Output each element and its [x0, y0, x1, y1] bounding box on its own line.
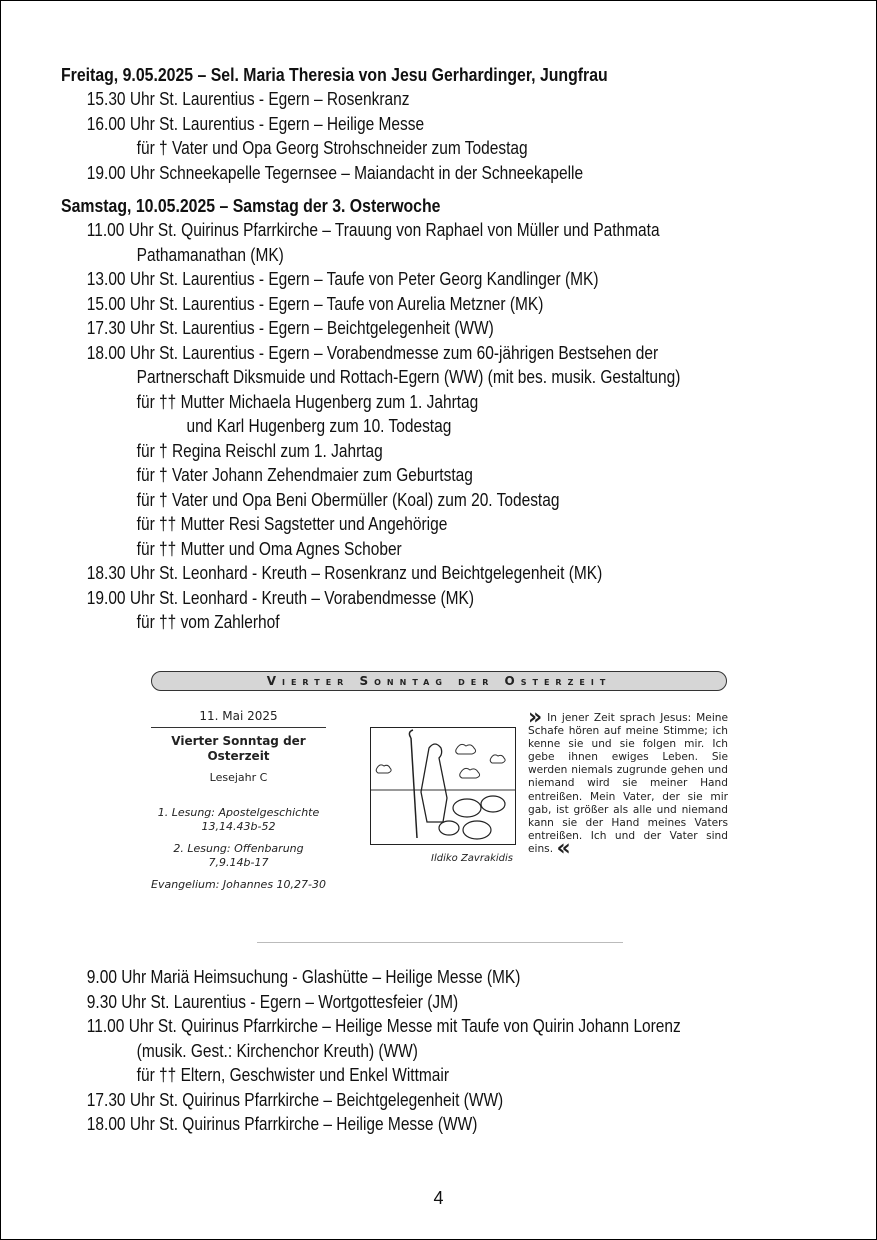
intention-line: für † Regina Reischl zum 1. Jahrtag — [136, 440, 383, 461]
saturday-section — [61, 194, 861, 635]
gospel-banner — [151, 671, 727, 691]
intention-line: für † Vater Johann Zehendmaier zum Geburtstag — [136, 465, 473, 485]
schedule-line: 19.00 Uhr St. Leonhard - Kreuth – Vorabendmesse (MK) — [86, 587, 475, 608]
schedule-line: 9.00 Uhr Mariä Heimsuchung - Glashütte – Heilige Messe (MK) — [86, 967, 521, 987]
schedule-line: 18.00 Uhr St. Laurentius - Egern – Vorabendmesse zum 60-jährigen Bestsehen der — [86, 342, 659, 363]
intention-line: für †† Mutter Michaela Hugenberg zum 1. Jahrtag — [136, 391, 479, 412]
intention-line: für † Vater und Opa Beni Obermüller (Koal) zum 20. Todestag — [136, 489, 560, 510]
schedule-line: 15.00 Uhr St. Laurentius - Egern – Taufe von Aurelia Metzner (MK) — [86, 293, 544, 314]
intention-line-continued: und Karl Hugenberg zum 10. Todestag — [186, 416, 452, 436]
schedule-line: 11.00 Uhr St. Quirinus Pfarrkirche – Trauung von Raphael von Müller und Pathmata — [86, 220, 660, 240]
schedule-line: 17.30 Uhr St. Quirinus Pfarrkirche – Beichtgelegenheit (WW) — [86, 1089, 504, 1110]
schedule-line: 16.00 Uhr St. Laurentius - Egern – Heilige Messe — [86, 113, 425, 134]
intention-line: für † Vater und Opa Georg Strohschneider zum Todestag — [136, 138, 528, 158]
schedule-line: 11.00 Uhr St. Quirinus Pfarrkirche – Heilige Messe mit Taufe von Quirin Johann Lorenz — [86, 1016, 681, 1036]
sunday-section — [61, 965, 861, 1137]
reading-2: 2. Lesung: Offenbarung 7,9.14b-17 — [173, 842, 304, 869]
gospel-banner-text: Vierter Sonntag der Osterzeit — [266, 674, 612, 688]
schedule-line-continued: Pathamanathan (MK) — [136, 244, 284, 265]
gospel-lesejahr: Lesejahr C — [209, 771, 268, 784]
day-heading-friday: Freitag, 9.05.2025 – Sel. Maria Theresia von Jesu Gerhardinger, Jungfrau — [61, 65, 608, 85]
schedule-line-continued: Partnerschaft Diksmuide und Rottach-Egern (WW) (mit bes. musik. Gestaltung) — [136, 367, 681, 387]
schedule-line: 9.30 Uhr St. Laurentius - Egern – Wortgottesfeier (JM) — [86, 991, 459, 1012]
divider — [257, 942, 623, 943]
gospel-text — [528, 705, 728, 861]
intention-line: für †† Eltern, Geschwister und Enkel Wittmair — [136, 1065, 449, 1085]
quote-close-icon: « — [556, 835, 571, 861]
schedule-line: 19.00 Uhr Schneekapelle Tegernsee – Maiandacht in der Schneekapelle — [86, 162, 584, 183]
illustration-credit: Ildiko Zavrakidis — [431, 853, 513, 864]
schedule-line: 17.30 Uhr St. Laurentius - Egern – Beichtgelegenheit (WW) — [86, 318, 494, 338]
schedule-line-continued: (musik. Gest.: Kirchenchor Kreuth) (WW) — [136, 1040, 418, 1061]
reading-1: 1. Lesung: Apostelgeschichte 13,14.43b-52 — [157, 806, 320, 833]
day-heading-saturday: Samstag, 10.05.2025 – Samstag der 3. Osterwoche — [61, 196, 441, 216]
gospel-date: 11. Mai 2025 — [151, 709, 326, 728]
schedule-line: 13.00 Uhr St. Laurentius - Egern – Taufe von Peter Georg Kandlinger (MK) — [86, 269, 599, 289]
page-number: 4 — [433, 1188, 444, 1208]
shepherd-icon — [371, 728, 515, 844]
gospel-passage: In jener Zeit sprach Jesus: Meine Schafe hören auf meine Stimme; ich kenne sie und sie folgen mir. Ich gebe ihnen ewiges Leben. Sie werden niemals zugrunde gehen und niemand wird sie meiner Hand entreißen. Mein Vater, der sie mir gab, ist größer als alle und niemand kann sie der Hand meines Vaters entreißen. Ich und der Vater sind eins. — [528, 712, 728, 855]
gospel-title: Vierter Sonntag der Osterzeit — [171, 734, 306, 763]
schedule-line: 18.00 Uhr St. Quirinus Pfarrkirche – Heilige Messe (WW) — [86, 1114, 478, 1134]
quote-open-icon: » — [528, 705, 543, 730]
schedule-line: 18.30 Uhr St. Leonhard - Kreuth – Rosenkranz und Beichtgelegenheit (MK) — [86, 563, 603, 583]
friday-section — [61, 63, 861, 185]
schedule-line: 15.30 Uhr St. Laurentius - Egern – Rosenkranz — [86, 89, 410, 109]
gospel-info — [151, 709, 326, 900]
intention-line: für †† Mutter und Oma Agnes Schober — [136, 538, 402, 559]
intention-line: für †† Mutter Resi Sagstetter und Angehörige — [136, 514, 448, 534]
shepherd-illustration — [370, 727, 516, 845]
intention-line: für †† vom Zahlerhof — [136, 612, 280, 632]
gospel-reference: Evangelium: Johannes 10,27-30 — [151, 878, 327, 891]
gospel-box — [151, 671, 727, 921]
